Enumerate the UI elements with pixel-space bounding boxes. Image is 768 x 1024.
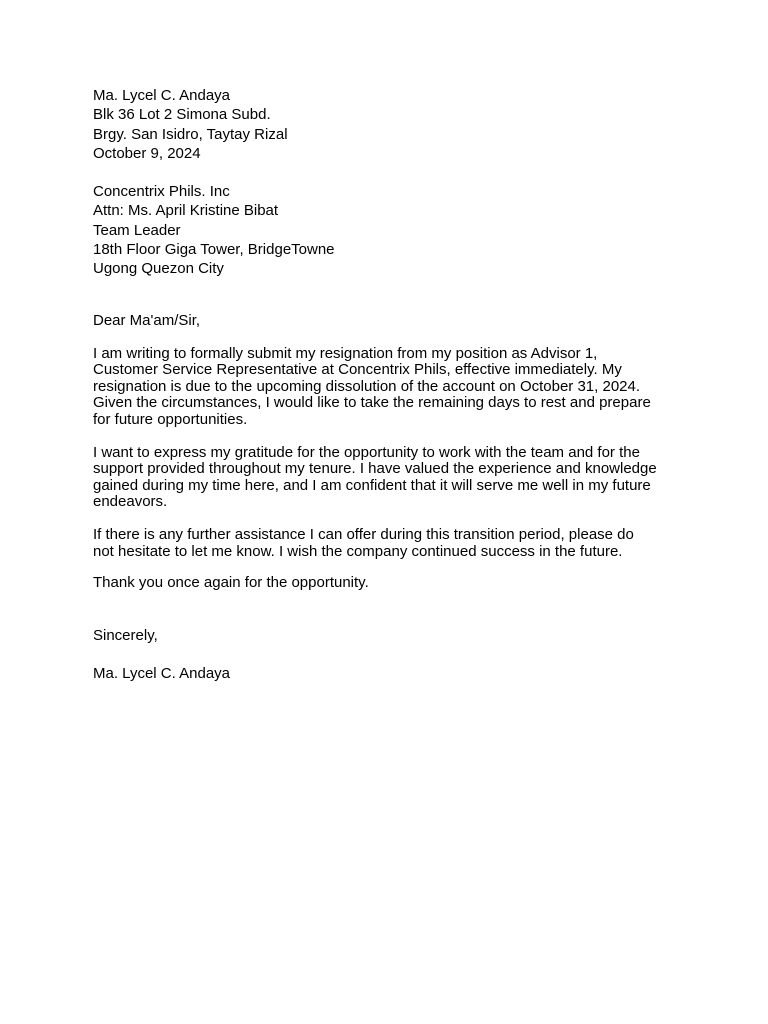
letter-page (93, 86, 683, 683)
paragraph-line: I am writing to formally submit my resignation from my position as Advisor 1, (93, 344, 598, 362)
paragraph-line: gained during my time here, and I am confident that it will serve me well in my future (93, 476, 651, 494)
recipient-city: Ugong Quezon City (93, 260, 224, 278)
paragraph-line: for future opportunities. (93, 411, 248, 429)
paragraph-line: not hesitate to let me know. I wish the company continued success in the future. (93, 542, 623, 560)
body-paragraph-resignation (93, 346, 683, 429)
sender-address-block (93, 86, 683, 163)
body-paragraph-gratitude (93, 445, 683, 511)
paragraph-line: Given the circumstances, I would like to take the remaining days to rest and prepare (93, 394, 651, 412)
body-paragraph-assistance (93, 527, 683, 560)
paragraph-line: endeavors. (93, 493, 168, 511)
paragraph-line: If there is any further assistance I can offer during this transition period, please do (93, 526, 634, 544)
paragraph-line: resignation is due to the upcoming dissolution of the account on October 31, 2024. (93, 377, 641, 395)
thanks-line: Thank you once again for the opportunity. (93, 574, 369, 592)
recipient-company: Concentrix Phils. Inc (93, 183, 230, 201)
recipient-address-block (93, 182, 683, 278)
paragraph-line: Customer Service Representative at Concentrix Phils, effective immediately. My (93, 361, 622, 379)
paragraph-line: I want to express my gratitude for the opportunity to work with the team and for the (93, 443, 640, 461)
recipient-attention: Attn: Ms. April Kristine Bibat (93, 202, 279, 220)
salutation: Dear Ma'am/Sir, (93, 311, 201, 329)
sender-street: Blk 36 Lot 2 Simona Subd. (93, 106, 271, 124)
recipient-title: Team Leader (93, 221, 181, 239)
sender-name: Ma. Lycel C. Andaya (93, 87, 231, 104)
closing: Sincerely, (93, 626, 158, 644)
recipient-street: 18th Floor Giga Tower, BridgeTowne (93, 241, 335, 259)
paragraph-line: support provided throughout my tenure. I have valued the experience and knowledge (93, 460, 657, 478)
signature-name: Ma. Lycel C. Andaya (93, 664, 231, 682)
sender-city: Brgy. San Isidro, Taytay Rizal (93, 125, 288, 143)
letter-date: October 9, 2024 (93, 144, 201, 162)
